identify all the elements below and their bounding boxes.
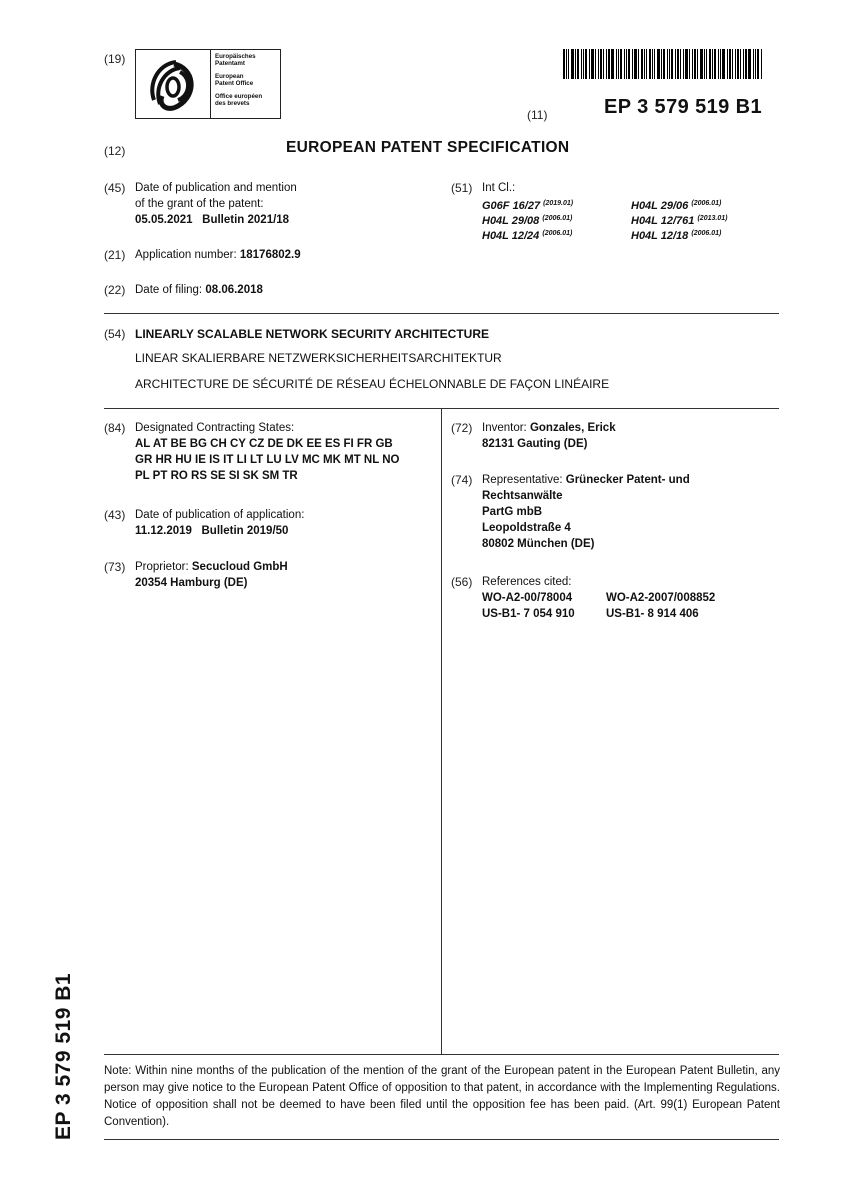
inid-code-22: (22)	[104, 283, 126, 297]
opposition-note: Note: Within nine months of the publication of the mention of the grant of the European patent in the European Patent Bulletin, any person may give notice to the European Patent Office of opposition to that patent, in accordance with the Implementing Regulations. Notice of opposition shall not be deemed to have been filed until the opposition fee has been paid. (Art. 99(1) European Patent Convention).	[104, 1065, 780, 1128]
application-number-label: Application number:	[135, 249, 237, 261]
inid-code-72: (72)	[451, 421, 473, 435]
ipc-version: (2006.01)	[542, 230, 573, 237]
representative	[482, 473, 690, 488]
representative-line: PartG mbB	[482, 506, 543, 518]
inid-code-19: (19)	[104, 52, 126, 66]
representative-name: Grünecker Patent- und	[565, 474, 690, 486]
document-type: EUROPEAN PATENT SPECIFICATION	[286, 139, 570, 156]
application-number	[135, 248, 301, 263]
inventor-name: Gonzales, Erick	[529, 422, 616, 434]
states-line: PL PT RO RS SE SI SK SM TR	[135, 470, 298, 482]
ipc-code: H04L 29/06	[631, 200, 689, 212]
inventor	[482, 421, 616, 436]
int-cl-label: Int Cl.:	[482, 182, 516, 194]
divider	[104, 313, 779, 314]
references-label: References cited:	[482, 576, 572, 588]
sidebar-publication-number: EP 3 579 519 B1	[52, 972, 75, 1140]
title-en: LINEARLY SCALABLE NETWORK SECURITY ARCHITECTURE	[135, 327, 490, 341]
barcode	[563, 49, 777, 79]
ipc-code: G06F 16/27	[482, 200, 541, 212]
representative-label: Representative:	[482, 474, 563, 486]
inid-code-11: (11)	[527, 108, 548, 122]
publication-number: EP 3 579 519 B1	[604, 96, 762, 118]
ipc-version: (2019.01)	[543, 200, 574, 207]
app-pub-label: Date of publication of application:	[135, 509, 305, 521]
office-name-de-1: Europäisches	[215, 53, 256, 60]
ipc-code: H04L 29/08	[482, 215, 540, 227]
inid-code-74: (74)	[451, 473, 473, 487]
inid-code-73: (73)	[104, 560, 126, 574]
reference-item: WO-A2-00/78004	[482, 592, 573, 604]
ipc-version: (2006.01)	[691, 200, 722, 207]
filing-date-label: Date of filing:	[135, 284, 203, 296]
ipc-code: H04L 12/18	[631, 230, 689, 242]
inventor-address: 82131 Gauting (DE)	[482, 438, 588, 450]
ipc-version: (2013.01)	[697, 215, 728, 222]
ipc-code: H04L 12/24	[482, 230, 540, 242]
column-divider	[441, 408, 442, 1054]
inid-code-84: (84)	[104, 421, 126, 435]
states-line: GR HR HU IE IS IT LI LT LU LV MC MK MT NL NO	[135, 454, 400, 466]
inid-code-56: (56)	[451, 575, 473, 589]
ipc-version: (2006.01)	[542, 215, 573, 222]
grant-date-value: 05.05.2021 Bulletin 2021/18	[135, 214, 290, 226]
representative-line: Leopoldstraße 4	[482, 522, 571, 534]
title-fr: ARCHITECTURE DE SÉCURITÉ DE RÉSEAU ÉCHELONNABLE DE FAÇON LINÉAIRE	[135, 377, 610, 391]
divider	[104, 1054, 779, 1055]
proprietor-label: Proprietor:	[135, 561, 189, 573]
inid-code-51: (51)	[451, 181, 473, 195]
reference-item: US-B1- 7 054 910	[482, 608, 575, 620]
title-de: LINEAR SKALIERBARE NETZWERKSICHERHEITSARCHITEKTUR	[135, 351, 502, 365]
reference-item: US-B1- 8 914 406	[606, 608, 699, 620]
office-name-en-1: European	[215, 73, 244, 80]
grant-date-label-1: Date of publication and mention	[135, 182, 297, 194]
representative-line: Rechtsanwälte	[482, 490, 563, 502]
filing-date-value: 08.06.2018	[205, 284, 263, 296]
epo-emblem-icon	[144, 54, 204, 114]
states-label: Designated Contracting States:	[135, 422, 295, 434]
grant-date-label-2: of the grant of the patent:	[135, 198, 264, 210]
office-name-de-2: Patentamt	[215, 60, 245, 67]
proprietor-address: 20354 Hamburg (DE)	[135, 577, 248, 589]
app-pub-value: 11.12.2019 Bulletin 2019/50	[135, 525, 289, 537]
ipc-code: H04L 12/761	[631, 215, 695, 227]
proprietor	[135, 560, 288, 575]
ipc-version: (2006.01)	[691, 230, 722, 237]
inventor-label: Inventor:	[482, 422, 527, 434]
epo-logo	[135, 49, 281, 119]
office-name-fr-1: Office européen	[215, 93, 263, 100]
inid-code-12: (12)	[104, 144, 126, 158]
filing-date	[135, 283, 263, 298]
proprietor-name: Secucloud GmbH	[191, 561, 288, 573]
application-number-value: 18176802.9	[239, 249, 301, 261]
representative-line: 80802 München (DE)	[482, 538, 595, 550]
reference-item: WO-A2-2007/008852	[606, 592, 716, 604]
divider	[104, 1139, 779, 1140]
ipc-class	[482, 226, 572, 244]
states-line: AL AT BE BG CH CY CZ DE DK EE ES FI FR GB	[135, 438, 393, 450]
inid-code-43: (43)	[104, 508, 126, 522]
office-name-en-2: Patent Office	[215, 80, 254, 87]
inid-code-45: (45)	[104, 181, 126, 195]
office-name-fr-2: des brevets	[215, 100, 250, 107]
inid-code-21: (21)	[104, 248, 126, 262]
ipc-class	[631, 226, 721, 244]
inid-code-54: (54)	[104, 327, 126, 341]
